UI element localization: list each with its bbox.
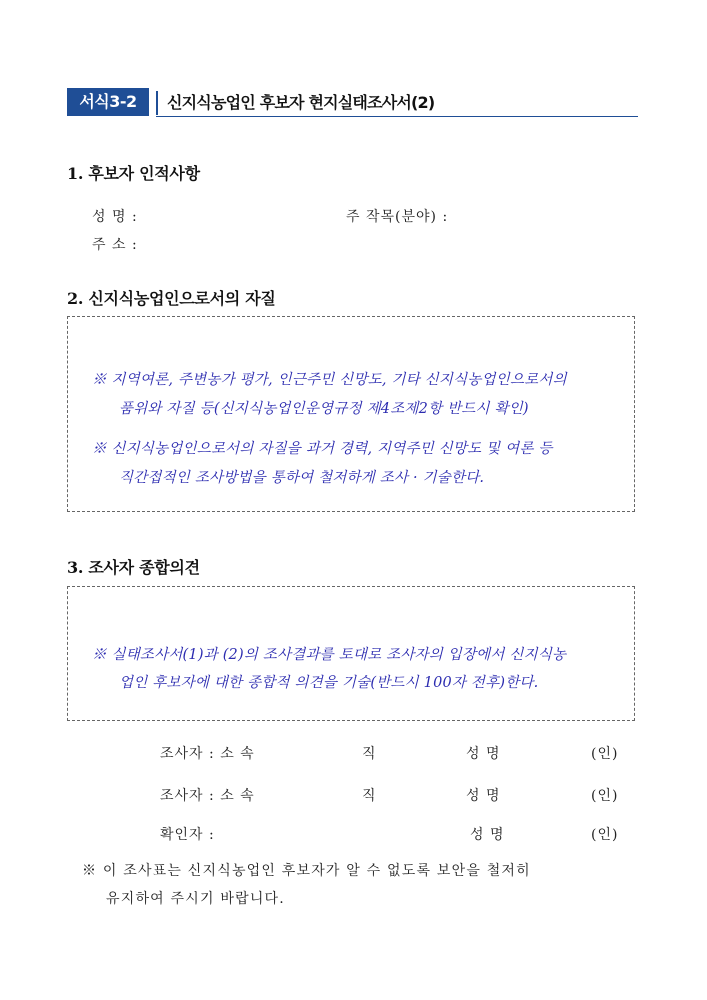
seal-mark: (인): [591, 827, 619, 843]
section1-heading: 1. 후보자 인적사항: [67, 164, 200, 183]
section2-heading: 2. 신지식농업인으로서의 자질: [67, 289, 276, 308]
opinion-note-line: 업인 후보자에 대한 종합적 의견을 기술(반드시 100자 전후)한다.: [119, 675, 539, 691]
form-header: [67, 88, 638, 118]
header-divider: [156, 91, 158, 115]
form-title: 신지식농업인 후보자 현지실태조사서(2): [167, 93, 435, 112]
overall-opinion-box[interactable]: [67, 586, 635, 721]
name-field-label: 성 명 :: [92, 209, 138, 225]
header-underline: [156, 116, 638, 117]
qualification-note-line: 직간접적인 조사방법을 통하여 철저하게 조사 · 기술한다.: [119, 470, 485, 486]
signer-name-label: 성 명: [466, 746, 501, 762]
section3-heading: 3. 조사자 종합의견: [67, 558, 200, 577]
security-footnote-line: 유지하여 주시기 바랍니다.: [106, 891, 285, 907]
qualification-note-line: 품위와 자질 등(신지식농업인운영규정 제4조제2항 반드시 확인): [119, 401, 529, 417]
investigator-affiliation-label: 조사자 : 소 속: [160, 746, 255, 762]
investigator-affiliation-label: 조사자 : 소 속: [160, 788, 255, 804]
main-crop-field-label: 주 작목(분야) :: [346, 209, 449, 225]
confirmer-label: 확인자 :: [160, 827, 215, 843]
qualification-note-line: ※ 신지식농업인으로서의 자질을 과거 경력, 지역주민 신망도 및 여론 등: [92, 441, 553, 457]
position-label: 직: [362, 746, 377, 762]
address-field-label: 주 소 :: [92, 237, 138, 253]
signer-name-label: 성 명: [466, 788, 501, 804]
position-label: 직: [362, 788, 377, 804]
qualification-box[interactable]: [67, 316, 635, 512]
opinion-note-line: ※ 실태조사서(1)과 (2)의 조사결과를 토대로 조사자의 입장에서 신지식농: [92, 647, 567, 663]
signer-name-label: 성 명: [470, 827, 505, 843]
qualification-note-line: ※ 지역여론, 주변농가 평가, 인근주민 신망도, 기타 신지식농업인으로서의: [92, 372, 567, 388]
form-number-badge: 서식3-2: [67, 88, 149, 116]
security-footnote-line: ※ 이 조사표는 신지식농업인 후보자가 알 수 없도록 보안을 철저히: [82, 863, 531, 879]
seal-mark: (인): [591, 746, 619, 762]
seal-mark: (인): [591, 788, 619, 804]
